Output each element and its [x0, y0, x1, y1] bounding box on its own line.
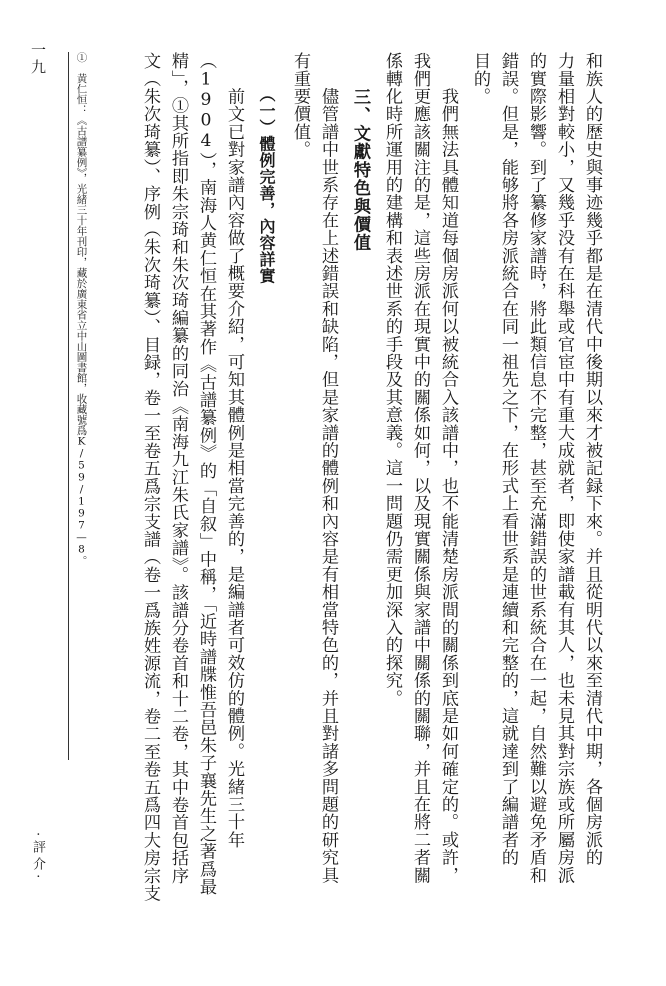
body-column-6: 我們無法具體知道每個房派何以被統合入該譜中，也不能清楚房派間的關係到底是如何確定的。或許， [438, 52, 458, 884]
running-head: ·評介· [30, 832, 45, 883]
sub-column-4: 文（朱次琦纂）、序例（朱次琦纂）、目録，卷一至卷五爲宗支譜（卷一爲族姓源流，卷二至卷五爲四大房宗支 [140, 52, 160, 903]
body-column-8: 係轉化時所運用的建構和表述世系的手段及其意義。這一問題仍需更加深入的探究。 [382, 52, 402, 707]
body-column-2: 力量相對較小，又幾乎没有在科舉或官宦中有重大成就者，即使家譜載有其人，也未見其對宗族或所屬房派 [554, 52, 574, 884]
sub-column-3: 精」，①其所指即朱宗琦和朱次琦編纂的同治《南海九江朱氏家譜》。該譜分卷首和十二卷，其中卷首包括序 [168, 52, 188, 885]
body-column-7: 我們更應該關注的是，這些房派在現實中的關係如何，以及現實關係與家譜中關係的關聯，并且在將二者關 [410, 52, 430, 884]
body-column-4: 錯誤。但是，能够將各房派統合在同一祖先之下，在形式上看世系是連續和完整的，這就達到了編譜者的 [498, 52, 518, 867]
sub-column-1: 前文已對家譜內容做了概要介紹，可知其體例是相當完善的，是編譜者可效仿的體例。光緒三十年 [224, 52, 244, 849]
footnote-divider [68, 52, 69, 760]
intro-column-2: 有重要價值。 [290, 52, 310, 159]
footnote: ① 黄仁恒：《古譜纂例》，光緒三十年刊印，藏於廣東省立中山圖書館，收藏號爲K/59/197—8。 [75, 52, 88, 566]
intro-column-1: 儘管譜中世系存在上述錯誤和缺陷，但是家譜的體例和內容是有相當特色的，并且對諸多問題的研究具 [318, 52, 338, 884]
sub-column-2: （1904），南海人黄仁恒在其著作《古譜纂例》的「自叙」中稱，「近時譜牒惟吾邑朱子襄先生之著爲最 [196, 52, 216, 896]
body-column-3: 的實際影響。到了纂修家譜時，將此類信息不完整，甚至充滿錯誤的世系統合在一起，自然難以避免矛盾和 [526, 52, 546, 884]
section-heading: 三、文獻特色與價值 [350, 88, 370, 252]
body-column-5: 目的。 [470, 52, 490, 106]
subheading: （一）體例完善，內容詳實 [257, 86, 276, 284]
body-column-1: 和族人的歷史與事迹幾乎都是在清代中後期以來才被記録下來。并且從明代以來至清代中期，各個房派的 [582, 52, 602, 867]
page-number: 一九 [29, 42, 47, 76]
